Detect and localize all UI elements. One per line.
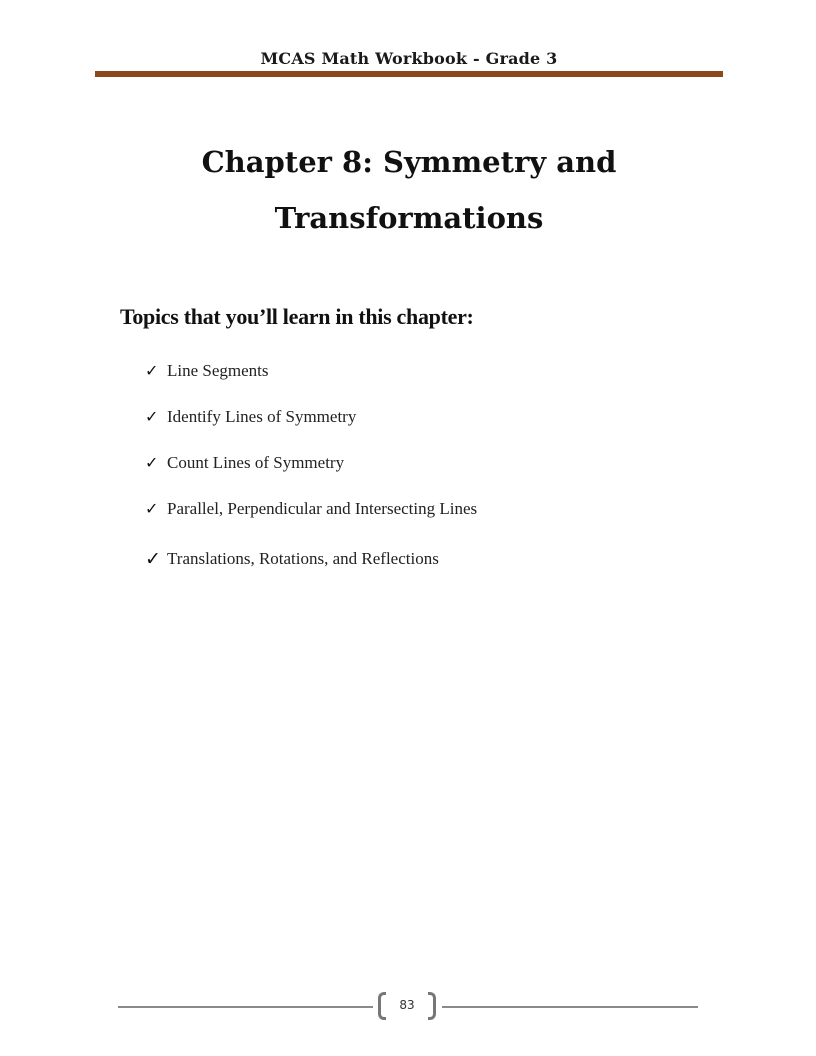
header-rule <box>95 71 723 77</box>
topic-list <box>145 348 477 582</box>
list-item <box>145 348 477 394</box>
topics-heading: Topics that you’ll learn in this chapter: <box>120 304 474 329</box>
chapter-title <box>95 134 723 246</box>
right-brace-icon <box>428 992 436 1020</box>
page-number: 83 <box>399 998 415 1012</box>
list-item <box>145 486 477 532</box>
topic-label: Parallel, Perpendicular and Intersecting Lines <box>167 499 478 518</box>
topic-label: Identify Lines of Symmetry <box>167 407 357 426</box>
topic-label: Line Segments <box>167 361 269 380</box>
checkmark-icon: ✓ <box>145 409 159 426</box>
footer-rule-left <box>118 1006 373 1008</box>
chapter-title-line-2: Transformations <box>274 201 544 235</box>
running-header: MCAS Math Workbook - Grade 3 <box>260 49 558 68</box>
list-item <box>145 440 477 486</box>
footer-rule-right <box>442 1006 698 1008</box>
checkmark-icon: ✓ <box>145 501 159 518</box>
topic-label: Translations, Rotations, and Reflections <box>167 549 439 568</box>
topic-label: Count Lines of Symmetry <box>167 453 345 472</box>
checkmark-icon: ✓ <box>145 548 161 570</box>
chapter-title-line-1: Chapter 8: Symmetry and <box>201 145 617 179</box>
list-item <box>145 536 477 582</box>
page-number-badge <box>374 992 440 1022</box>
checkmark-icon: ✓ <box>145 363 159 380</box>
checkmark-icon: ✓ <box>145 455 159 472</box>
list-item <box>145 394 477 440</box>
